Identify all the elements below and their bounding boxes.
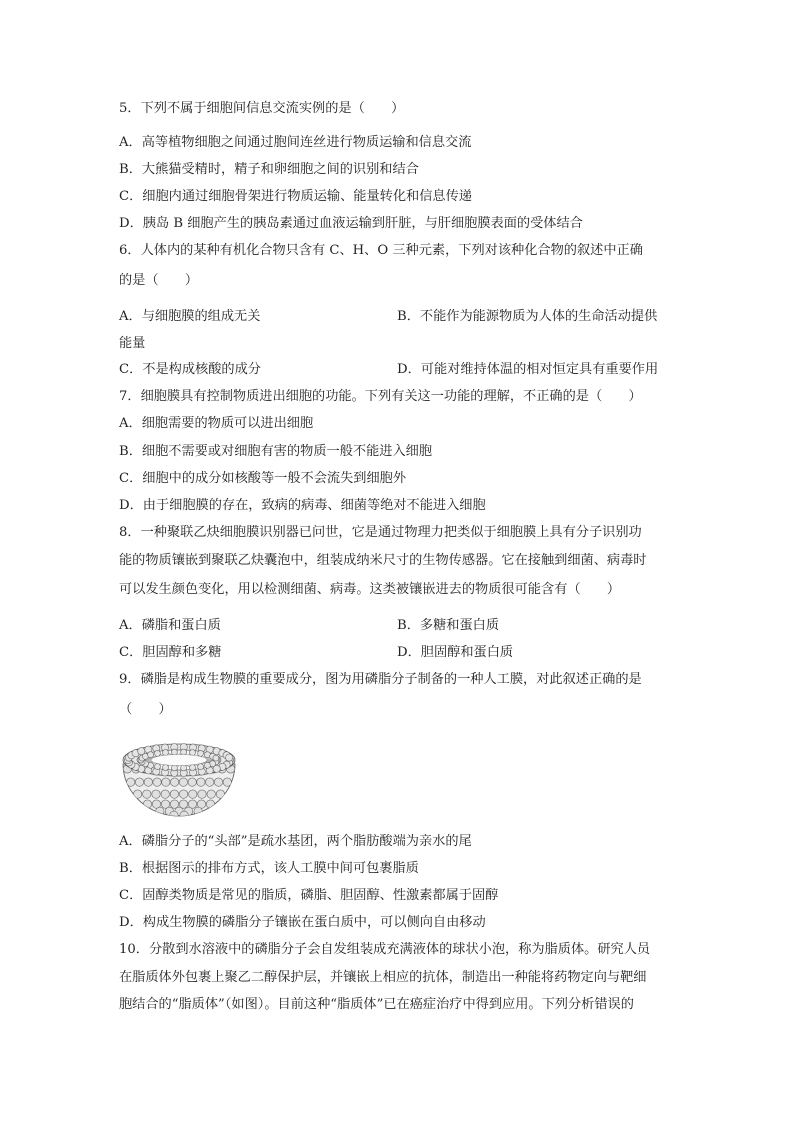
q9-stem-line1: 9．磷脂是构成生物膜的重要成分，图为用磷脂分子制备的一种人工膜，对此叙述正确的是	[119, 672, 642, 687]
q8-option-a: A．磷脂和蛋白质	[119, 618, 221, 633]
q6-stem-line1: 6．人体内的某种有机化合物只含有 C、H、O 三种元素，下列对该种化合物的叙述中正确	[119, 243, 643, 258]
phospholipid-head-bead	[163, 765, 169, 771]
phospholipid-head-bead	[135, 778, 143, 786]
phospholipid-head-bead	[133, 790, 141, 798]
phospholipid-head-bead	[198, 764, 204, 770]
phospholipid-head-bead	[206, 778, 214, 786]
q9-option-a: A．磷脂分子的“头部”是疏水基团，两个脂肪酸端为亲水的尾	[119, 834, 472, 849]
phospholipid-head-bead	[144, 778, 152, 786]
q7-option-d: D．由于细胞膜的存在，致病的病毒、细菌等绝对不能进入细胞	[119, 498, 486, 513]
q8-option-d: D．胆固醇和蛋白质	[397, 645, 514, 660]
phospholipid-head-bead	[170, 811, 178, 819]
phospholipid-head-bead	[143, 790, 151, 798]
phospholipid-head-bead	[190, 750, 196, 756]
q5-option-c: C．细胞内通过细胞骨架进行物质运输、能量转化和信息传递	[119, 189, 472, 204]
phospholipid-head-bead	[162, 778, 170, 786]
phospholipid-head-bead	[188, 778, 196, 786]
phospholipid-head-bead	[170, 800, 178, 808]
phospholipid-head-bead	[170, 790, 178, 798]
q9-option-c: C．固醇类物质是常见的脂质，磷脂、胆固醇、性激素都属于固醇	[119, 888, 499, 903]
phospholipid-head-bead	[171, 749, 177, 755]
phospholipid-head-bead	[190, 765, 196, 771]
phospholipid-head-bead	[163, 750, 169, 756]
phospholipid-head-bead	[213, 755, 219, 761]
q8-option-c: C．胆固醇和多糖	[119, 645, 222, 660]
q6-option-c: C．不是构成核酸的成分	[119, 362, 261, 377]
phospholipid-head-bead	[181, 749, 187, 755]
phospholipid-head-bead	[197, 778, 205, 786]
phospholipid-head-bead	[181, 765, 187, 771]
phospholipid-head-bead	[179, 800, 187, 808]
q9-stem-line2: （ ）	[119, 702, 172, 717]
q9-option-b: B．根据图示的排布方式，该人工膜中间可包裹脂质	[119, 861, 419, 876]
q8-stem-line1: 8．一种聚联乙炔细胞膜识别器已问世，它是通过物理力把类似于细胞膜上具有分子识别功	[119, 525, 642, 540]
phospholipid-head-bead	[161, 790, 169, 798]
q7-option-b: B．细胞不需要或对细胞有害的物质一般不能进入细胞	[119, 444, 433, 459]
phospholipid-head-bead	[179, 778, 187, 786]
q10-stem-line2: 在脂质体外包裹上聚乙二醇保护层，并镶嵌上相应的抗体，制造出一种能将药物定向与靶细	[119, 970, 647, 985]
phospholipid-head-bead	[226, 754, 233, 761]
q6-stem-line2: 的是（ ）	[119, 273, 199, 288]
phospholipid-head-bead	[152, 790, 160, 798]
artificial-membrane-figure	[120, 738, 238, 820]
phospholipid-head-bead	[180, 811, 188, 819]
q5-option-b: B．大熊猫受精时，精子和卵细胞之间的识别和结合	[119, 162, 419, 177]
q7-option-a: A．细胞需要的物质可以进出细胞	[119, 416, 314, 431]
q6-option-b-line2: 能量	[119, 336, 146, 351]
q5-option-d: D．胰岛 B 细胞产生的胰岛素通过血液运输到肝脏，与肝细胞膜表面的受体结合	[119, 216, 583, 231]
q5-option-a: A．高等植物细胞之间通过胞间连丝进行物质运输和信息交流	[119, 135, 472, 150]
q7-stem: 7．细胞膜具有控制物质进出细胞的功能。下列有关这一功能的理解，不正确的是（ ）	[119, 389, 642, 404]
q10-stem-line3: 胞结合的“脂质体”（如图）。目前这种“脂质体”已在癌症治疗中得到应用。下列分析错误的	[119, 997, 634, 1012]
q6-option-a: A．与细胞膜的组成无关	[119, 309, 261, 324]
q8-option-b: B．多糖和蛋白质	[397, 618, 500, 633]
q8-stem-line2: 能的物质镶嵌到聚联乙炔囊泡中，组装成纳米尺寸的生物传感器。它在接触到细菌、病毒时	[119, 553, 647, 568]
q10-stem-line1: 10．分散到水溶液中的磷脂分子会自发组装成充满液体的球状小泡，称为脂质体。研究人员	[119, 942, 651, 957]
q8-stem-line3: 可以发生颜色变化，用以检测细菌、病毒。这类被镶嵌进去的物质很可能含有（ ）	[119, 582, 621, 597]
q7-option-c: C．细胞中的成分如核酸等一般不会流失到细胞外	[119, 471, 407, 486]
phospholipid-head-bead	[170, 778, 178, 786]
phospholipid-head-bead	[171, 765, 177, 771]
phospholipid-head-bead	[216, 790, 224, 798]
q6-option-b-line1: B．不能作为能源物质为人体的生命活动提供	[397, 309, 658, 324]
phospholipid-head-bead	[207, 790, 215, 798]
q5-stem: 5．下列不属于细胞间信息交流实例的是（ ）	[119, 101, 405, 116]
phospholipid-head-bead	[198, 750, 204, 756]
phospholipid-head-bead	[189, 790, 197, 798]
phospholipid-head-bead	[179, 790, 187, 798]
phospholipid-head-bead	[148, 752, 154, 758]
phospholipid-head-bead	[214, 778, 222, 786]
phospholipid-head-bead	[198, 790, 206, 798]
q9-option-d: D．构成生物膜的磷脂分子镶嵌在蛋白质中，可以侧向自由移动	[119, 915, 486, 930]
phospholipid-head-bead	[154, 764, 160, 770]
phospholipid-head-bead	[153, 778, 161, 786]
phospholipid-head-bead	[204, 762, 210, 768]
phospholipid-head-bead	[154, 750, 160, 756]
q6-option-d: D．可能对维持体温的相对恒定具有重要作用	[397, 362, 659, 377]
